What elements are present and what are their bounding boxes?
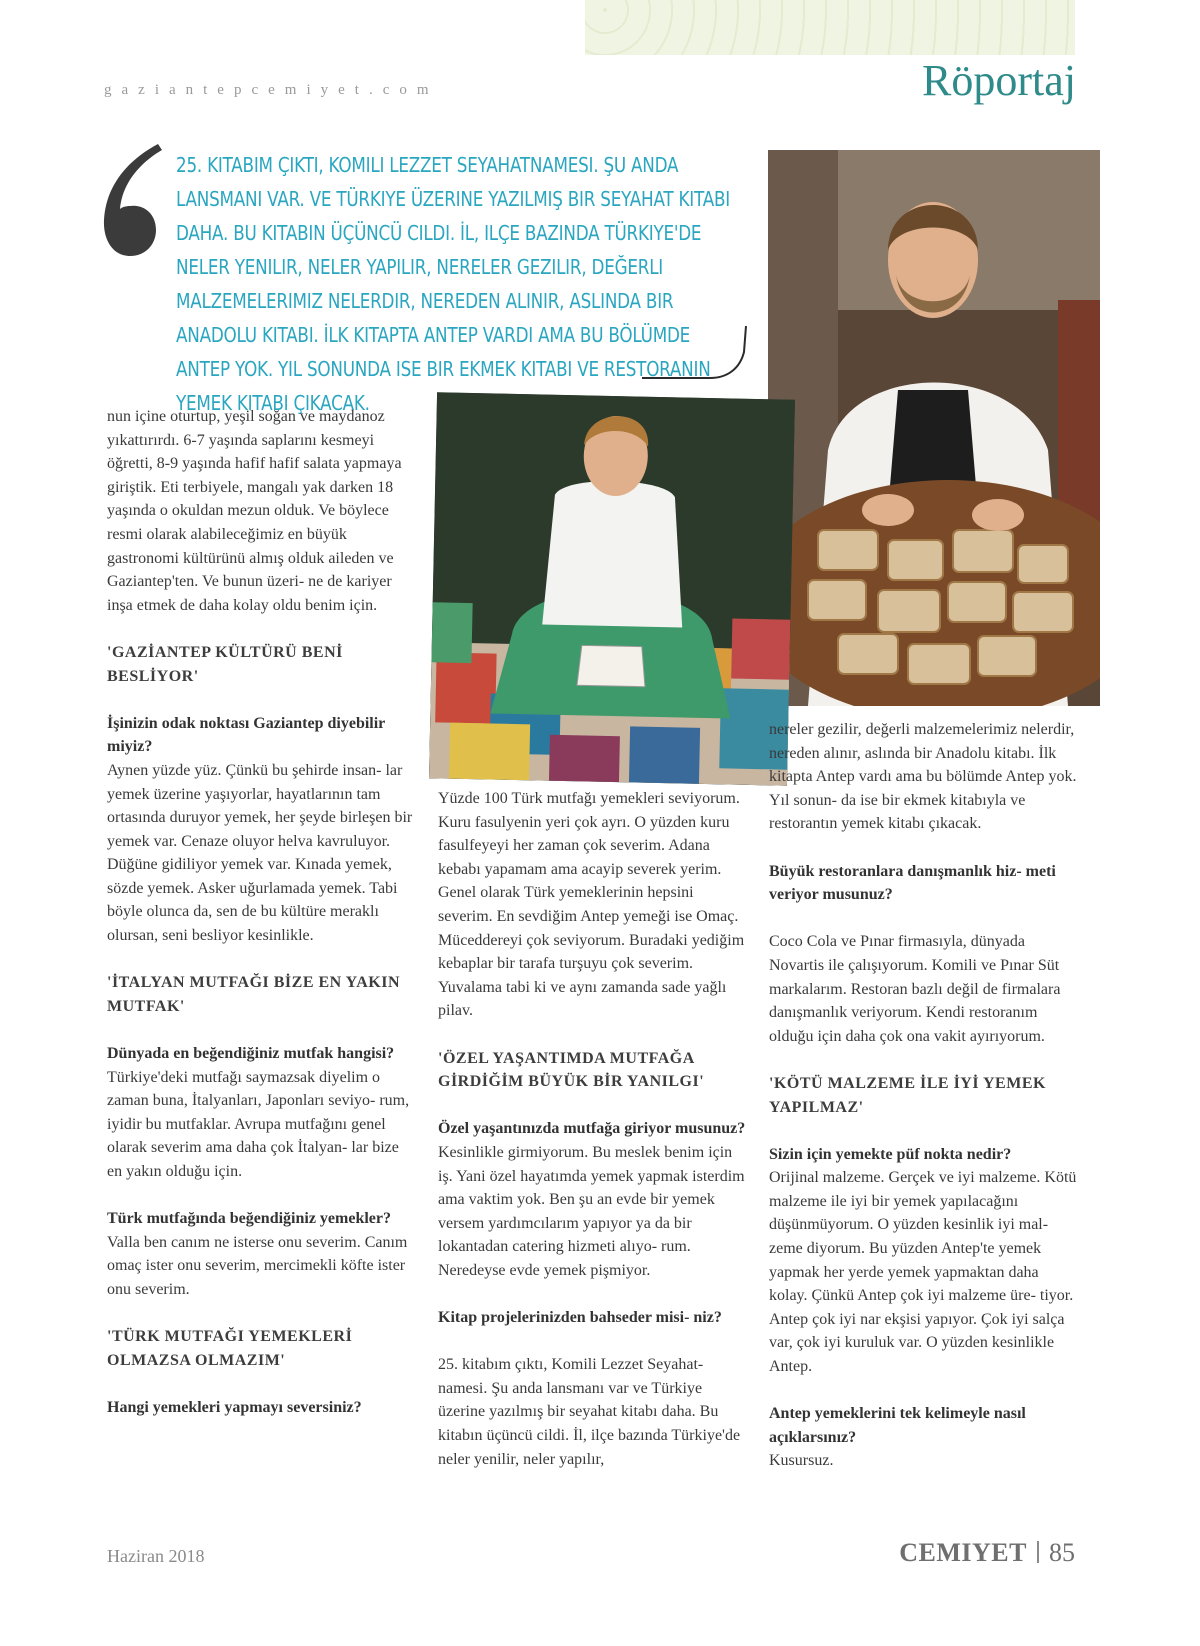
question: Kitap projelerinizden bahseder misi- niz? — [438, 1309, 722, 1327]
subheading: 'KÖTÜ MALZEME İLE İYİ YEMEK YAPILMAZ' — [769, 1074, 1046, 1116]
magazine-name: CEMIYET — [899, 1538, 1027, 1567]
question: Türk mutfağında beğendiğiniz yemekler? — [107, 1210, 392, 1228]
quote-mark-icon — [98, 140, 168, 260]
author-books-photo — [429, 392, 795, 785]
header-ornament — [585, 0, 1075, 55]
answer: Aynen yüzde yüz. Çünkü bu şehirde insan- lar yemek üzerine yaşıyorlar, hayatlarının tam ortasında duruyor yemek, her şeyde birleşen bir yemek var. Cenaze oluyor helva kavruluyor. Düğüne gidiliyor yemek var. Kınada yemek, sözde yemek. Asker uğurlamada yemek. Tabi böyle olunca da, sen de bu kültüre meraklı olursan, seni besliyor kesinlikle. — [107, 761, 413, 945]
chef-bread-photo — [768, 150, 1100, 706]
answer: Valla ben canım ne isterse onu severim. Canım omaç ister onu severim, mercimekli köfte ister onu severim. — [107, 1233, 408, 1298]
column-1 — [107, 405, 415, 1420]
subheading: 'TÜRK MUTFAĞI YEMEKLERİ OLMAZSA OLMAZIM' — [107, 1328, 353, 1369]
question: Antep yemeklerini tek kelimeyle nasıl açıklarsınız? — [769, 1405, 1026, 1446]
question: Özel yaşantınızda mutfağa giriyor musunuz? — [438, 1120, 746, 1138]
subheading: 'ÖZEL YAŞANTIMDA MUTFAĞA GİRDİĞİM BÜYÜK BİR YANILGI' — [438, 1049, 705, 1091]
column-2 — [438, 787, 750, 1471]
answer: 25. kitabım çıktı, Komili Lezzet Seyahat- namesi. Şu anda lansmanı var ve Türkiye üzerine yazılmış bir seyahat kitabı daha. Bu kitabın üçüncü cildi. İl, ilçe bazında Türkiye'de neler yenilir, neler yapılır, — [438, 1356, 741, 1468]
paragraph: nun içine oturtup, yeşil soğan ve maydanoz yıkattırırdı. 6-7 yaşında saplarını kesmeyi öğretti, 8-9 yaşında hafif hafif salata yapmaya giriştik. Eti terbiyele, mangalı yak darken 18 yaşında o okuldan mezun olduk. Ve böylece resmi olarak alabileceğimiz en büyük gastronomi kültürünü almış olduk aileden ve Gaziantep'ten. Ve bunun üzeri- ne de kariyer inşa etmek de daha kolay oldu benim için. — [107, 408, 402, 614]
answer: Yüzde 100 Türk mutfağı yemekleri seviyorum. Kuru fasulyenin yeri çok ayrı. O yüzden kuru fasulfeyeyi her zaman çok severim. Adana kebabı yapamam ama acayip severek yerim. Genel olarak Türk yemeklerinin hepsini severim. En sevdiğim Antep yemeği ise Omaç. Müceddereyi çok seviyorum. Buradaki yediğim kebaplar bir tarafa turşuyu çok severim. Yuvalama tabi ki ve aynı zamanda sade yağlı pilav. — [438, 790, 745, 1020]
question: Dünyada en beğendiğiniz mutfak hangisi? — [107, 1045, 395, 1063]
answer: Kesinlikle girmiyorum. Bu meslek benim için iş. Yani özel hayatımda yemek yapmak isterdim ama vaktim yok. Ben şu an evde bir yemek versem yardımcılarım yapıyor ya da bir lokantadan catering hizmeti alıyo- rum. Neredeyse evde yemek pişmiyor. — [438, 1143, 745, 1279]
answer: Coco Cola ve Pınar firmasıyla, dünyada Novartis ile çalışıyorum. Komili ve Pınar Süt markalarım. Restoran bazlı değil de firmalara danışmanlık veriyorum. Kendi restoranım olduğu için daha çok ona vakit ayırıyorum. — [769, 933, 1061, 1045]
question: Büyük restoranlara danışmanlık hiz- meti veriyor musunuz? — [769, 862, 1056, 904]
question: İşinizin odak noktası Gaziantep diyebilir miyiz? — [107, 714, 385, 756]
answer: Orijinal malzeme. Gerçek ve iyi malzeme. Kötü malzeme ile iyi bir yemek yapılacağını düşünmüyorum. O yüzden kesinlik iyi mal- zeme diyorum. Bu yüzden Antep'te yemek yapmak her yerde yemek yapmaktan daha kolay. Çünkü Antep çok iyi malzeme üre- tiyor. Antep çok iyi nar ekşisi yapıyor. Çok iyi salça var, çok iyi kuruluk var. O yüzden kesinlikle Antep. — [769, 1169, 1077, 1376]
answer: Kusursuz. — [769, 1452, 834, 1470]
site-url: gaziantepcemiyet.com — [104, 82, 439, 98]
quote-underline — [640, 322, 750, 382]
section-title: Röportaj — [922, 56, 1076, 105]
footer-divider — [1037, 1541, 1039, 1563]
answer: Türkiye'deki mutfağı saymazsak diyelim o zaman buna, İtalyanları, Japonları seviyo- rum, iyidir bu mutfaklar. Avrupa mutfağını genel olarak severim ama daha çok İtalyan- lar bize en yakın olduğu için. — [107, 1068, 410, 1180]
subheading: 'İTALYAN MUTFAĞI BİZE EN YAKIN MUTFAK' — [107, 974, 400, 1015]
question: Sizin için yemekte püf nokta nedir? — [769, 1145, 1012, 1163]
page-number: 85 — [1049, 1538, 1075, 1567]
issue-date: Haziran 2018 — [107, 1546, 205, 1566]
question: Hangi yemekleri yapmayı seversiniz? — [107, 1398, 362, 1416]
column-3 — [769, 718, 1081, 1473]
answer: nereler gezilir, değerli malzemelerimiz nelerdir, nereden alınır, aslında bir Anadolu kitabı. İlk kitapta Antep vardı ama bu bölümde Antep yok. Yıl sonun- da ise bir ekmek kitabıyla ve restorantın yemek kitabı çıkacak. — [769, 721, 1077, 833]
subheading: 'GAZİANTEP KÜLTÜRÜ BENİ BESLİYOR' — [107, 643, 343, 685]
footer-brand — [899, 1538, 1075, 1568]
pull-quote: 25. KITABIM ÇIKTI, KOMILI LEZZET SEYAHATNAMESI. ŞU ANDA LANSMANI VAR. VE TÜRKIYE ÜZERINE YAZILMIŞ BIR SEYAHAT KITABI DAHA. BU KITABIN ÜÇÜNCÜ CILDI. İL, ILÇE BAZINDA TÜRKIYE'DE NELER YENILIR, NELER YAPILIR, NERELER GEZILIR, DEĞERLI MALZEMELERIMIZ NELERDIR, NEREDEN ALINIR, ASLINDA BIR ANADOLU KITABI. İLK KITAPTA ANTEP VARDI AMA BU BÖLÜMDE ANTEP YOK. YIL SONUNDA ISE BIR EKMEK KITABI VE RESTORANIN YEMEK KITABI ÇIKACAK. — [176, 153, 730, 415]
